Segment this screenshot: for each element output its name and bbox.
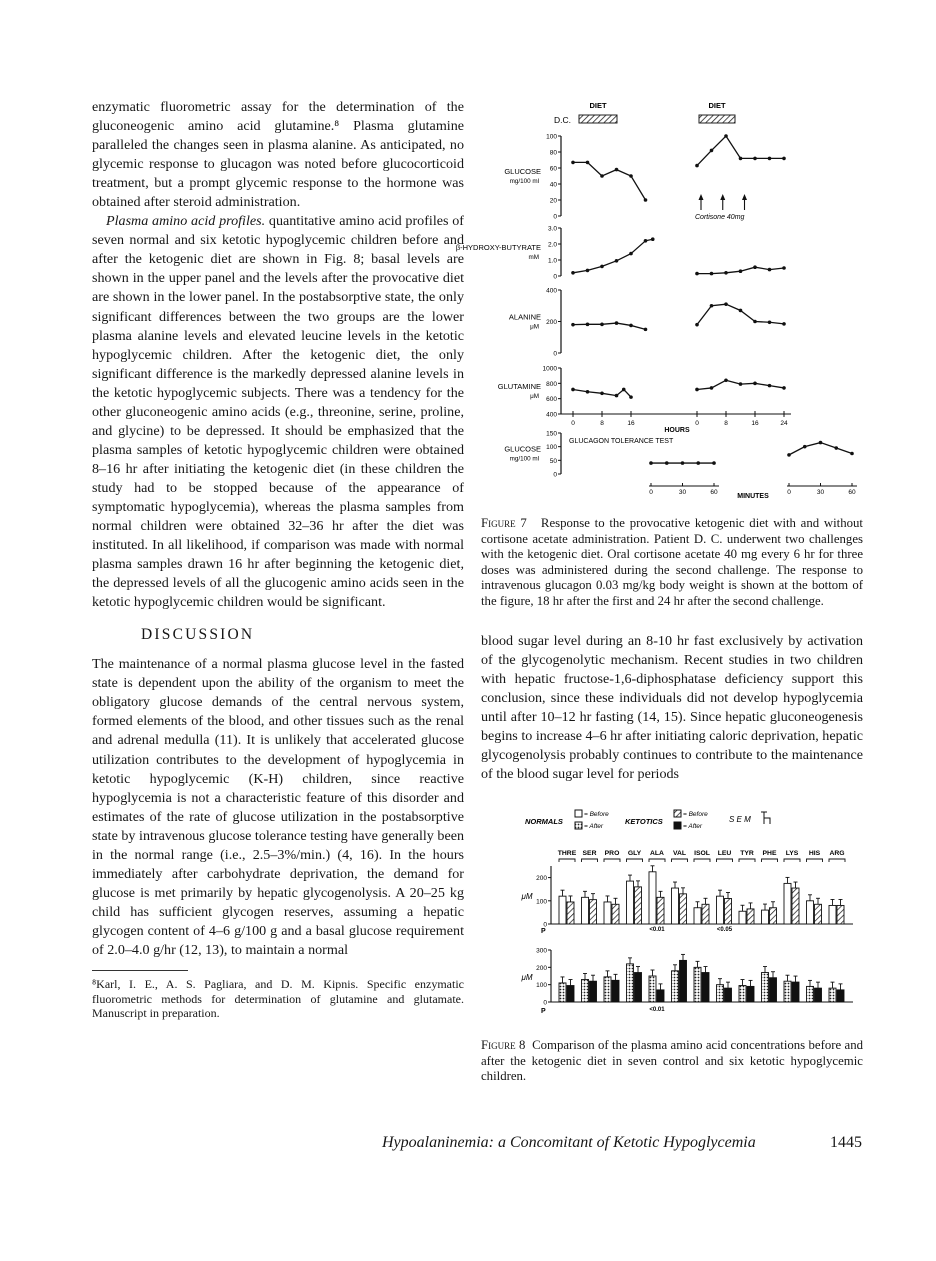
y-axis-label: μM (521, 891, 533, 901)
series-line-second (789, 443, 852, 455)
data-point (586, 390, 590, 394)
bar (627, 964, 634, 1002)
legend-swatch-normal-after (575, 822, 582, 829)
minutes-tick-label: 30 (816, 489, 825, 496)
y-tick-label: 200 (546, 319, 557, 326)
minutes-tick-label: 30 (678, 489, 687, 496)
y-tick-label: 0 (553, 213, 557, 221)
bar (590, 981, 597, 1002)
category-bracket (582, 859, 598, 862)
data-point (739, 269, 743, 273)
data-point (644, 198, 648, 202)
legend-after: = After (683, 822, 703, 830)
bar (694, 967, 701, 1002)
panel-name: GLUCOSE (504, 444, 541, 454)
data-point (739, 157, 743, 161)
diet-bar-second (699, 115, 735, 123)
bar (604, 977, 611, 1002)
y-tick-label: 40 (549, 181, 557, 189)
figure-8-label: Figure 8 (481, 1037, 526, 1052)
legend-swatch-ketotic-before (674, 810, 681, 817)
bar (739, 911, 746, 924)
category-label: SER (582, 849, 597, 857)
panel-name: β-HYDROXY-BUTYRATE (455, 243, 541, 252)
bar (635, 887, 642, 924)
y-tick-label: 0 (553, 350, 557, 358)
data-point (629, 395, 633, 399)
bar (582, 979, 589, 1002)
data-point (834, 446, 838, 450)
data-point (753, 382, 757, 386)
legend-before: = Before (584, 810, 609, 818)
panel-unit: mg/100 ml (509, 178, 539, 185)
bar (567, 985, 574, 1001)
data-point (571, 161, 575, 165)
running-title: Hypoalaninemia: a Concomitant of Ketotic Hypoglycemia (382, 1134, 756, 1151)
hours-tick-label: 0 (695, 420, 699, 427)
bar (837, 990, 844, 1002)
bar (747, 986, 754, 1002)
body-paragraph (92, 212, 464, 612)
y-tick-label: 200 (536, 964, 547, 972)
category-label: GLY (627, 849, 642, 857)
y-tick-label: 1.0 (547, 257, 557, 265)
category-bracket (672, 859, 688, 862)
body-paragraph: enzymatic fluorometric assay for the determination of the gluconeogenic amino acid glutamine.⁸ Plasma glutamine paralleled the changes seen in plasma alanine. As anticipated, no glycemic response to glucagon was noted before glucocorticoid treatment, but a prompt glycemic response to the hormone was obtained after steroid administration. (92, 99, 464, 211)
bar (559, 983, 566, 1002)
bar (762, 910, 769, 924)
hours-tick-label: 24 (780, 420, 788, 427)
data-point (710, 386, 714, 390)
bar (829, 905, 836, 924)
data-point (629, 252, 633, 256)
bar (680, 894, 687, 924)
y-tick-label: 0 (553, 273, 557, 281)
data-point (586, 161, 590, 165)
category-bracket (829, 859, 845, 862)
data-point (753, 157, 757, 161)
hours-tick-label: 16 (751, 420, 759, 427)
category-bracket (559, 859, 575, 862)
minutes-label: MINUTES (737, 493, 769, 500)
bar (739, 985, 746, 1001)
hours-tick-label: 8 (724, 420, 728, 427)
data-point (782, 157, 786, 161)
data-point (586, 323, 590, 327)
paragraph-text: quantitative amino acid profiles of seven normal and six ketotic hypoglycemic children before and after the ketogenic diet are shown in Fig. 8; basal levels are shown in the upper panel and the levels after the provocative diet are shown in the lower panel. In the postabsorptive state, the only significant differences between the two groups are the lower plasma alanine levels and elevated leucine levels in the ketotic hypoglycemic children. After the ketogenic diet, the only significant difference is the markedly depressed alanine levels in the ketotic hypoglycemic subjects. There was a tendency for the other gluconeogenic amino acids (e.g., threonine, serine, proline, and glycine) to be depressed. It should be emphasized that the plasma samples of ketotic hypoglycemic children were obtained 8–16 hr after initiating the ketogenic diet (in these children the study had to be stopped because of the appearance of symptomatic hypoglycemia), whereas the plasma samples from normal children were obtained 32–36 hr after the diet was instituted. In all likelihood, if comparison was made with normal plasma samples drawn 16 hr after beginning the ketogenic diet, the depressed levels of all the glucogenic amino acids seen in the ketotic hypoglycemic children would be significant. (92, 213, 464, 611)
bar (792, 982, 799, 1002)
p-label: P (541, 1007, 546, 1015)
data-point (712, 461, 716, 465)
y-tick-label: 100 (536, 982, 547, 990)
category-bracket (717, 859, 733, 862)
y-tick-label: 800 (546, 380, 557, 388)
category-bracket (784, 859, 800, 862)
p-value: <0.01 (649, 1006, 665, 1013)
data-point (739, 382, 743, 386)
minutes-tick-label: 60 (848, 489, 856, 496)
bar (792, 888, 799, 924)
right-column (455, 98, 863, 1085)
legend-normals: NORMALS (525, 816, 563, 826)
legend-before: = Before (683, 810, 708, 818)
panel-unit: μM (530, 323, 539, 331)
panel-name: GLUCOSE (504, 167, 541, 176)
bar (627, 881, 634, 924)
data-point (586, 269, 590, 273)
running-footer (382, 1134, 862, 1152)
y-tick-label: 80 (549, 149, 557, 157)
legend-after: = After (584, 822, 604, 830)
bar (762, 972, 769, 1001)
data-point (768, 268, 772, 272)
bar (567, 902, 574, 924)
category-bracket (762, 859, 778, 862)
bar (717, 896, 724, 924)
bar (725, 898, 732, 924)
panel-unit: mg/100 ml (509, 455, 539, 463)
data-point (768, 157, 772, 161)
data-point (768, 320, 772, 324)
y-tick-label: 100 (536, 898, 547, 906)
data-point (649, 461, 653, 465)
data-point (665, 461, 669, 465)
diet-label: DIET (589, 101, 607, 110)
figure-8-caption (481, 1038, 863, 1085)
bar (559, 896, 566, 924)
hours-label: HOURS (664, 427, 690, 434)
data-point (724, 378, 728, 382)
sem-icon (761, 812, 770, 824)
series-line-first (573, 162, 646, 200)
legend-ketotics: KETOTICS (625, 816, 663, 826)
bar (672, 971, 679, 1002)
bar (784, 883, 791, 924)
data-point (724, 271, 728, 275)
cortisone-arrowhead (742, 194, 747, 200)
y-tick-label: 0 (543, 999, 547, 1007)
y-tick-label: 50 (549, 457, 557, 465)
hours-tick-label: 8 (600, 420, 604, 427)
bar (815, 904, 822, 924)
bar (657, 897, 664, 924)
data-point (615, 321, 619, 325)
data-point (782, 322, 786, 326)
bar (717, 985, 724, 1002)
bar (649, 872, 656, 924)
figure-7 (455, 98, 863, 503)
data-point (571, 271, 575, 275)
data-point (600, 174, 604, 178)
data-point (615, 259, 619, 263)
data-point (768, 384, 772, 388)
discussion-paragraph: The maintenance of a normal plasma glucose level in the fasted state is dependent upon the ability of the organism to meet the obligatory glucose demands of the central nervous system, formed elements of the blood, and other tissues such as the renal and adrenal medulla (11). It is unlikely that accelerated glucose utilization contributes to the development of hypoglycemia in ketotic hypoglycemic (K-H) children, since reactive hypoglycemia is not a characteristic feature of this disorder and estimates of the rate of glucose utilization in the postabsorptive state by intravenous glucose tolerance testing have generally been in the normal range (i.e., 2.5–3%/min.) (4, 16). In the hours immediately after carbohydrate deprivation, the demand for glucose is met primarily by hepatic glycogenolysis. A 20–25 kg child has sufficient glycogen reserves, assuming a hepatic glycogen content of 4–6 g/100 g and a basal glucose requirement of 2.0–4.0 g/hr (12, 13), to maintain a normal (92, 656, 464, 958)
cortisone-label: Cortisone 40mg (695, 214, 745, 221)
data-point (803, 445, 807, 449)
y-tick-label: 600 (546, 396, 557, 404)
paragraph-lead: Plasma amino acid profiles. (106, 213, 266, 230)
y-tick-label: 200 (536, 875, 547, 883)
y-tick-label: 60 (549, 165, 557, 173)
category-bracket (604, 859, 620, 862)
data-point (782, 386, 786, 390)
footnote-rule (92, 970, 188, 971)
bar (807, 986, 814, 1002)
category-label: THRE (557, 849, 577, 857)
y-tick-label: 2.0 (547, 241, 557, 249)
category-label: PRO (604, 849, 620, 857)
glucagon-test-label: GLUCAGON TOLERANCE TEST (569, 438, 674, 445)
continuation-paragraph: blood sugar level during an 8-10 hr fast exclusively by activation of the glycogenolytic mechanism. Recent studies in two children with hepatic fructose-1,6-diphosphatase deficiency support this conclusion, since these individuals did not develop hypoglycemia until after 10–12 hr fasting (14, 15). Since hepatic gluconeogenesis begins to increase 4–6 hr after initiating caloric deprivation, hepatic glycogenolysis probably continues to contribute to the maintenance of the blood sugar level for periods (481, 632, 863, 782)
y-tick-label: 300 (536, 947, 547, 955)
y-tick-label: 0 (553, 471, 557, 479)
bar (694, 908, 701, 924)
diet-bar-first (579, 115, 617, 123)
left-column (92, 98, 464, 1021)
cortisone-arrowhead (720, 194, 725, 200)
data-point (571, 323, 575, 327)
p-label: P (541, 927, 546, 935)
data-point (753, 320, 757, 324)
data-point (681, 461, 685, 465)
data-point (724, 134, 728, 138)
cortisone-arrowhead (699, 194, 704, 200)
bar (612, 904, 619, 924)
data-point (600, 265, 604, 269)
figure-7-caption-text: Response to the provocative ketogenic diet with and without cortisone acetate administration. Patient D. C. underwent two challenges with the ketogenic diet. Oral cortisone acetate 40 mg every 6 hr for three doses was administered during the second challenge. The response to intravenous glucagon 0.03 mg/kg body weight is shown at the bottom of the figure, 18 hr after the first and 24 hr after the second challenge. (481, 516, 863, 608)
y-tick-label: 100 (546, 444, 557, 452)
y-tick-label: 1000 (542, 365, 557, 373)
y-tick-label: 100 (546, 133, 557, 141)
data-point (739, 309, 743, 313)
data-point (787, 453, 791, 457)
y-axis-label: μM (521, 972, 533, 982)
data-point (695, 388, 699, 392)
panel-name: ALANINE (508, 312, 541, 322)
panel-unit: mM (528, 254, 539, 261)
bar (837, 905, 844, 924)
y-tick-label: 400 (546, 411, 557, 419)
data-point (782, 266, 786, 270)
data-point (622, 388, 626, 392)
p-value: <0.05 (716, 926, 733, 933)
panel-name: GLUTAMINE (497, 382, 541, 391)
category-label: LEU (717, 849, 732, 857)
category-bracket (807, 859, 823, 862)
category-label: HIS (808, 849, 821, 857)
data-point (819, 441, 823, 445)
p-value: <0.01 (649, 926, 665, 933)
series-line-first (573, 239, 653, 273)
data-point (615, 394, 619, 398)
bar (649, 976, 656, 1002)
y-tick-label: 150 (546, 430, 557, 438)
bar (657, 990, 664, 1002)
data-point (850, 452, 854, 456)
data-point (710, 304, 714, 308)
category-bracket (694, 859, 710, 862)
patient-label: D.C. (554, 115, 571, 125)
data-point (629, 324, 633, 328)
minutes-tick-label: 0 (649, 489, 653, 496)
data-point (651, 237, 655, 241)
data-point (695, 164, 699, 168)
bar (702, 904, 709, 924)
bar (612, 980, 619, 1002)
category-label: ARG (829, 849, 845, 857)
series-line-first (573, 323, 646, 329)
y-tick-label: 3.0 (547, 225, 557, 233)
data-point (753, 265, 757, 269)
data-point (629, 174, 633, 178)
category-bracket (739, 859, 755, 862)
data-point (600, 392, 604, 396)
data-point (644, 239, 648, 243)
category-label: TYR (740, 849, 754, 857)
category-bracket (627, 859, 643, 862)
minutes-tick-label: 60 (710, 489, 718, 496)
y-tick-label: 20 (549, 197, 557, 205)
hours-tick-label: 16 (627, 420, 635, 427)
data-point (695, 323, 699, 327)
data-point (696, 461, 700, 465)
figure-7-caption (481, 516, 863, 610)
bar (635, 972, 642, 1001)
figure-7-label: Figure 7 (481, 516, 527, 530)
hours-tick-label: 0 (571, 420, 575, 427)
minutes-tick-label: 0 (787, 489, 791, 496)
data-point (615, 168, 619, 172)
bar (725, 988, 732, 1002)
category-label: LYS (785, 849, 799, 857)
data-point (600, 323, 604, 327)
section-heading: DISCUSSION (141, 626, 255, 644)
bar (815, 988, 822, 1002)
category-label: ISOL (694, 849, 710, 857)
legend-swatch-ketotic-after (674, 822, 681, 829)
data-point (644, 328, 648, 332)
page-number: 1445 (830, 1134, 862, 1151)
bar (770, 978, 777, 1002)
bar (590, 900, 597, 924)
data-point (710, 149, 714, 153)
diet-label: DIET (708, 101, 726, 110)
category-label: VAL (672, 849, 687, 857)
footnote: ⁸Karl, I. E., A. S. Pagliara, and D. M. Kipnis. Specific enzymatic fluorometric methods for determination of glutamine and glutamate. Manuscript in preparation. (92, 977, 464, 1021)
y-tick-label: 400 (546, 287, 557, 295)
category-bracket (649, 859, 665, 862)
panel-unit: μM (530, 393, 539, 400)
data-point (724, 302, 728, 306)
bar (672, 888, 679, 924)
bar (680, 960, 687, 1002)
bar (582, 897, 589, 924)
bar (829, 988, 836, 1002)
data-point (695, 272, 699, 276)
category-label: PHE (762, 849, 777, 857)
data-point (571, 388, 575, 392)
bar (702, 972, 709, 1001)
figure-8-caption-text: Comparison of the plasma amino acid concentrations before and after the ketogenic diet in seven control and six ketotic hypoglycemic children. (481, 1037, 863, 1084)
bar (604, 902, 611, 924)
bar (770, 908, 777, 924)
y-tick-label: 0 (543, 921, 547, 929)
bar (807, 901, 814, 924)
category-label: ALA (650, 849, 664, 857)
bar (747, 909, 754, 924)
figure-8 (481, 802, 863, 1027)
legend-sem: S E M (729, 814, 751, 824)
legend-swatch-normal-before (575, 810, 582, 817)
bar (784, 981, 791, 1002)
data-point (710, 272, 714, 276)
